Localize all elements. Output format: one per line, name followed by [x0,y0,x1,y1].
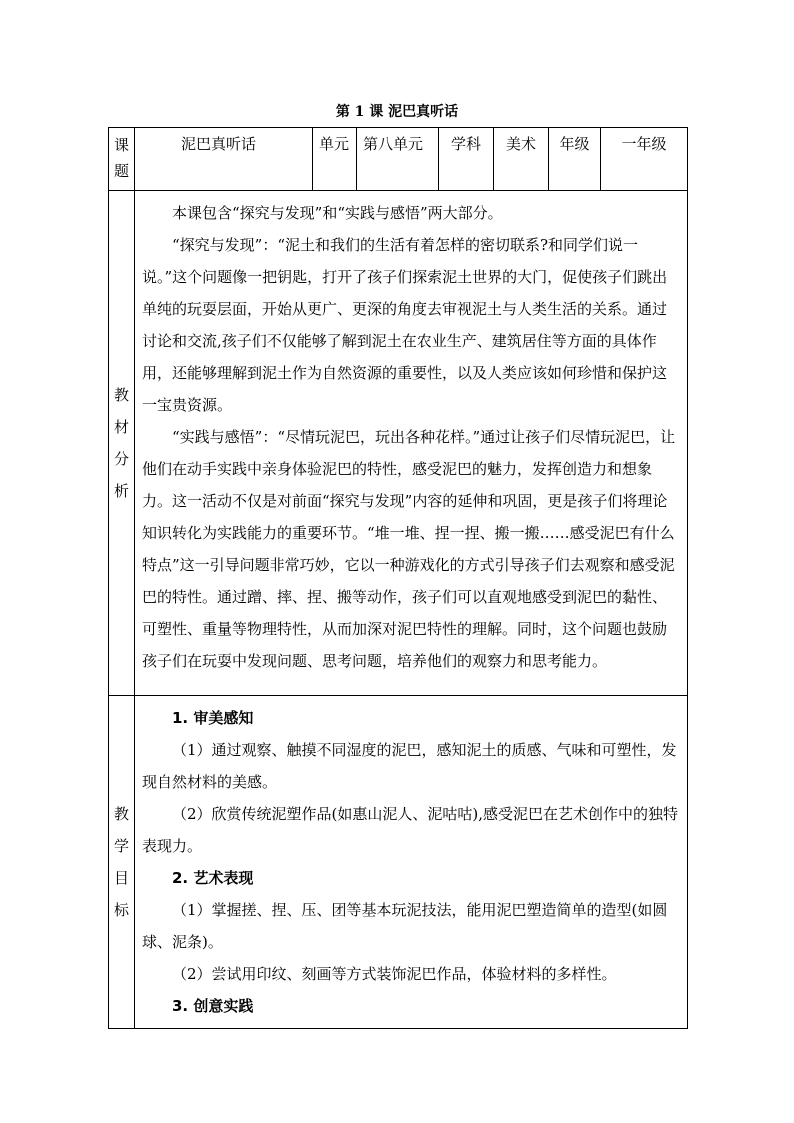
goal-heading: 3. 创意实践 [172,997,254,1015]
grade-label-cell [549,128,601,191]
analysis-paragraph: “探究与发现”：“泥土和我们的生活有着怎样的密切联系?和同学们说一说。”这个问题像一把钥匙，打开了孩子们探索泥土世界的大门，促使孩子们跳出单纯的玩耍层面，开始从更广、更深的角度去审视泥土与人类生活的关系。通过讨论和交流,孩子们不仅能够了解到泥土在农业生产、建筑居住等方面的具体作用，还能够理解到泥土作为自然资源的重要性，以及人类应该如何珍惜和保护这一宝贵资源。 [142,236,668,414]
analysis-paragraph: “实践与感悟”：“尽情玩泥巴，玩出各种花样。”通过让孩子们尽情玩泥巴，让他们在动手实践中亲身体验泥巴的特性，感受泥巴的魅力，发挥创造力和想象力。这一活动不仅是对前面“探究与发现”内容的延伸和巩固，更是孩子们将理论知识转化为实践能力的重要环节。“堆一堆、捏一捏、搬一搬……感受泥巴有什么特点”这一引导问题非常巧妙，它以一种游戏化的方式引导孩子们去观察和感受泥巴的特性。通过蹭、摔、捏、搬等动作，孩子们可以直观地感受到泥巴的黏性、可塑性、重量等物理特性，从而加深对泥巴特性的理解。同时，这个问题也鼓励孩子们在玩耍中发现问题、思考问题，培养他们的观察力和思考能力。 [142,428,676,670]
analysis-row [109,191,688,696]
page-title: 第 1 课 泥巴真听话 [335,104,459,120]
grade-value: 一年级 [621,135,667,153]
unit-cell [357,128,439,191]
goals-label: 教学目标 [113,805,129,919]
subject-cell [494,128,549,191]
topic-cell [135,128,313,191]
goal-item: （2）尝试用印纹、刻画等方式装饰泥巴作品，体验材料的多样性。 [172,965,617,983]
goal-item: （1）掌握搓、捏、压、团等基本玩泥技法，能用泥巴塑造简单的造型(如圆球、泥条)。 [142,901,668,951]
goal-heading: 1. 审美感知 [172,709,254,727]
analysis-label: 教材分析 [113,386,129,500]
topic-label-cell [109,128,135,191]
unit-label: 单元 [319,135,350,153]
goals-content [135,696,688,1029]
topic-value: 泥巴真听话 [181,135,257,153]
unit-label-cell [313,128,357,191]
goal-item: （1）通过观察、触摸不同湿度的泥巴，感知泥土的质感、气味和可塑性，发现自然材料的美感。 [142,741,677,791]
grade-label: 年级 [559,135,590,153]
subject-label: 学科 [450,135,481,153]
goal-item: （2）欣赏传统泥塑作品(如惠山泥人、泥咕咕),感受泥巴在艺术创作中的独特表现力。 [142,805,679,855]
unit-value: 第八单元 [363,135,424,153]
goal-heading: 2. 艺术表现 [172,869,254,887]
topic-label: 课题 [113,136,129,180]
analysis-content [135,191,688,696]
goals-label-cell [109,696,135,1029]
subject-value: 美术 [505,135,536,153]
lesson-plan-table [108,127,688,1029]
subject-label-cell [439,128,494,191]
header-row [109,128,688,191]
analysis-label-cell [109,191,135,696]
analysis-paragraph: 本课包含“探究与发现”和“实践与感悟”两大部分。 [172,204,503,222]
goals-row [109,696,688,1029]
grade-cell [601,128,688,191]
